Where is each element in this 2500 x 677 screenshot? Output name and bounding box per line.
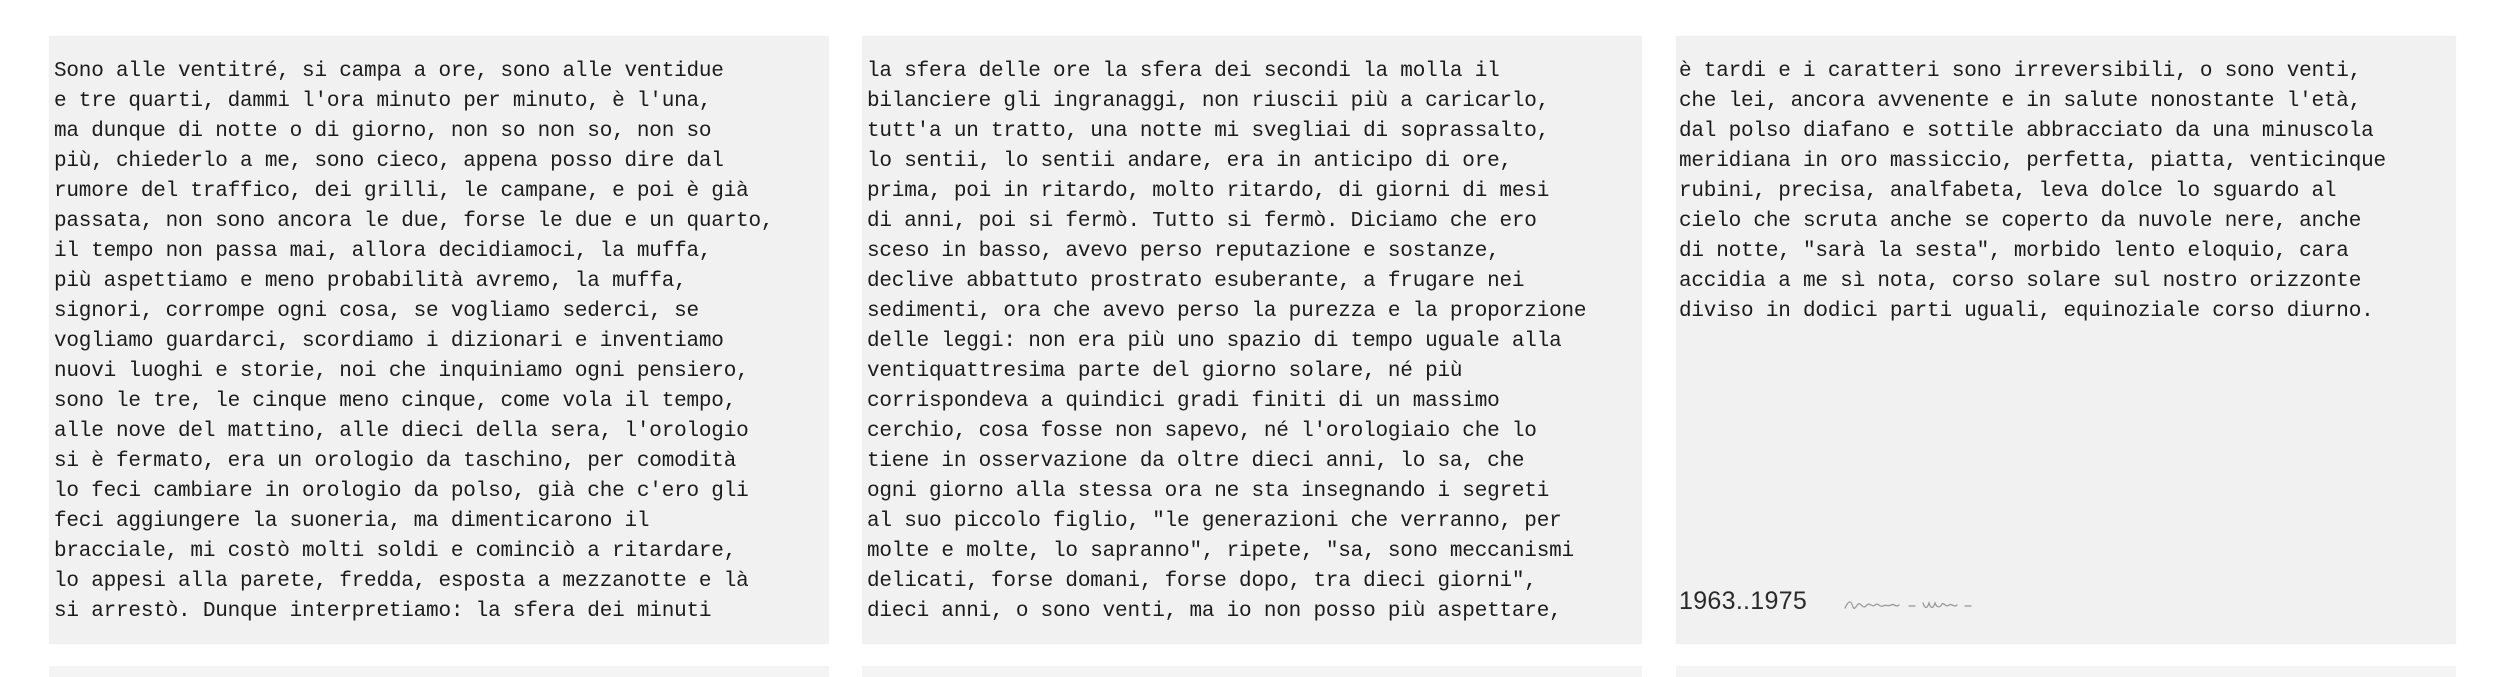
text-line: si è fermato, era un orologio da taschino, per comodità bbox=[54, 450, 737, 473]
text-line: di notte, "sarà la sesta", morbido lento eloquio, cara bbox=[1679, 240, 2349, 263]
text-line: cerchio, cosa fosse non sapevo, né l'orologiaio che lo bbox=[867, 420, 1537, 443]
text-line: prima, poi in ritardo, molto ritardo, di giorni di mesi bbox=[867, 180, 1550, 203]
next-page-edge bbox=[1676, 666, 2456, 677]
text-line: tiene in osservazione da oltre dieci anni, lo sa, che bbox=[867, 450, 1525, 473]
text-line: bilanciere gli ingranaggi, non riuscii più a caricarlo, bbox=[867, 90, 1550, 113]
next-page-edge bbox=[49, 666, 829, 677]
text-line: signori, corrompe ogni cosa, se vogliamo sederci, se bbox=[54, 300, 699, 323]
text-line: e tre quarti, dammi l'ora minuto per minuto, è l'una, bbox=[54, 90, 712, 113]
text-line: di anni, poi si fermò. Tutto si fermò. Diciamo che ero bbox=[867, 210, 1537, 233]
text-line: più aspettiamo e meno probabilità avremo, la muffa, bbox=[54, 270, 687, 293]
next-page-edge bbox=[862, 666, 1642, 677]
text-line: rubini, precisa, analfabeta, leva dolce lo sguardo al bbox=[1679, 180, 2337, 203]
text-line: passata, non sono ancora le due, forse le due e un quarto, bbox=[54, 210, 774, 233]
text-line: ma dunque di notte o di giorno, non so non so, non so bbox=[54, 120, 712, 143]
text-line: lo sentii, lo sentii andare, era in anticipo di ore, bbox=[867, 150, 1512, 173]
text-line: si arrestò. Dunque interpretiamo: la sfera dei minuti bbox=[54, 600, 712, 623]
text-line: dieci anni, o sono venti, ma io non posso più aspettare, bbox=[867, 600, 1562, 623]
text-line: molte e molte, lo sapranno", ripete, "sa, sono meccanismi bbox=[867, 540, 1574, 563]
text-line: diviso in dodici parti uguali, equinoziale corso diurno. bbox=[1679, 300, 2374, 323]
text-line: è tardi e i caratteri sono irreversibili, o sono venti, bbox=[1679, 60, 2362, 83]
text-line: il tempo non passa mai, allora decidiamoci, la muffa, bbox=[54, 240, 712, 263]
text-line: declive abbattuto prostrato esuberante, a frugare nei bbox=[867, 270, 1525, 293]
text-line: lo feci cambiare in orologio da polso, già che c'ero gli bbox=[54, 480, 749, 503]
text-line: lo appesi alla parete, fredda, esposta a mezzanotte e là bbox=[54, 570, 749, 593]
typed-page-3 bbox=[1676, 36, 2456, 644]
typed-text bbox=[867, 57, 1586, 627]
typed-page-1 bbox=[49, 36, 829, 644]
text-line: alle nove del mattino, alle dieci della sera, l'orologio bbox=[54, 420, 749, 443]
text-line: cielo che scruta anche se coperto da nuvole nere, anche bbox=[1679, 210, 2362, 233]
text-line: tutt'a un tratto, una notte mi svegliai di soprassalto, bbox=[867, 120, 1550, 143]
text-line: vogliamo guardarci, scordiamo i dizionari e inventiamo bbox=[54, 330, 724, 353]
text-line: accidia a me sì nota, corso solare sul nostro orizzonte bbox=[1679, 270, 2362, 293]
typed-page-2 bbox=[862, 36, 1642, 644]
text-line: ventiquattresima parte del giorno solare, né più bbox=[867, 360, 1463, 383]
typed-text bbox=[54, 57, 773, 627]
date-range: 1963..1975 bbox=[1679, 587, 1808, 615]
handwritten-signature bbox=[1841, 592, 1991, 616]
text-line: la sfera delle ore la sfera dei secondi la molla il bbox=[867, 60, 1500, 83]
text-line: sono le tre, le cinque meno cinque, come vola il tempo, bbox=[54, 390, 737, 413]
text-line: che lei, ancora avvenente e in salute nonostante l'età, bbox=[1679, 90, 2362, 113]
text-line: sedimenti, ora che avevo perso la purezza e la proporzione bbox=[867, 300, 1587, 323]
text-line: sceso in basso, avevo perso reputazione e sostanze, bbox=[867, 240, 1500, 263]
text-line: meridiana in oro massiccio, perfetta, piatta, venticinque bbox=[1679, 150, 2386, 173]
text-line: feci aggiungere la suoneria, ma dimenticarono il bbox=[54, 510, 650, 533]
text-line: delle leggi: non era più uno spazio di tempo uguale alla bbox=[867, 330, 1562, 353]
text-line: più, chiederlo a me, sono cieco, appena posso dire dal bbox=[54, 150, 724, 173]
typed-text bbox=[1679, 57, 2386, 327]
text-line: corrispondeva a quindici gradi finiti di un massimo bbox=[867, 390, 1500, 413]
text-line: al suo piccolo figlio, "le generazioni che verranno, per bbox=[867, 510, 1562, 533]
text-line: bracciale, mi costò molti soldi e cominciò a ritardare, bbox=[54, 540, 737, 563]
text-line: nuovi luoghi e storie, noi che inquiniamo ogni pensiero, bbox=[54, 360, 749, 383]
text-line: delicati, forse domani, forse dopo, tra dieci giorni", bbox=[867, 570, 1537, 593]
text-line: Sono alle ventitré, si campa a ore, sono alle ventidue bbox=[54, 60, 724, 83]
text-line: rumore del traffico, dei grilli, le campane, e poi è già bbox=[54, 180, 749, 203]
text-line: ogni giorno alla stessa ora ne sta insegnando i segreti bbox=[867, 480, 1550, 503]
text-line: dal polso diafano e sottile abbracciato da una minuscola bbox=[1679, 120, 2374, 143]
